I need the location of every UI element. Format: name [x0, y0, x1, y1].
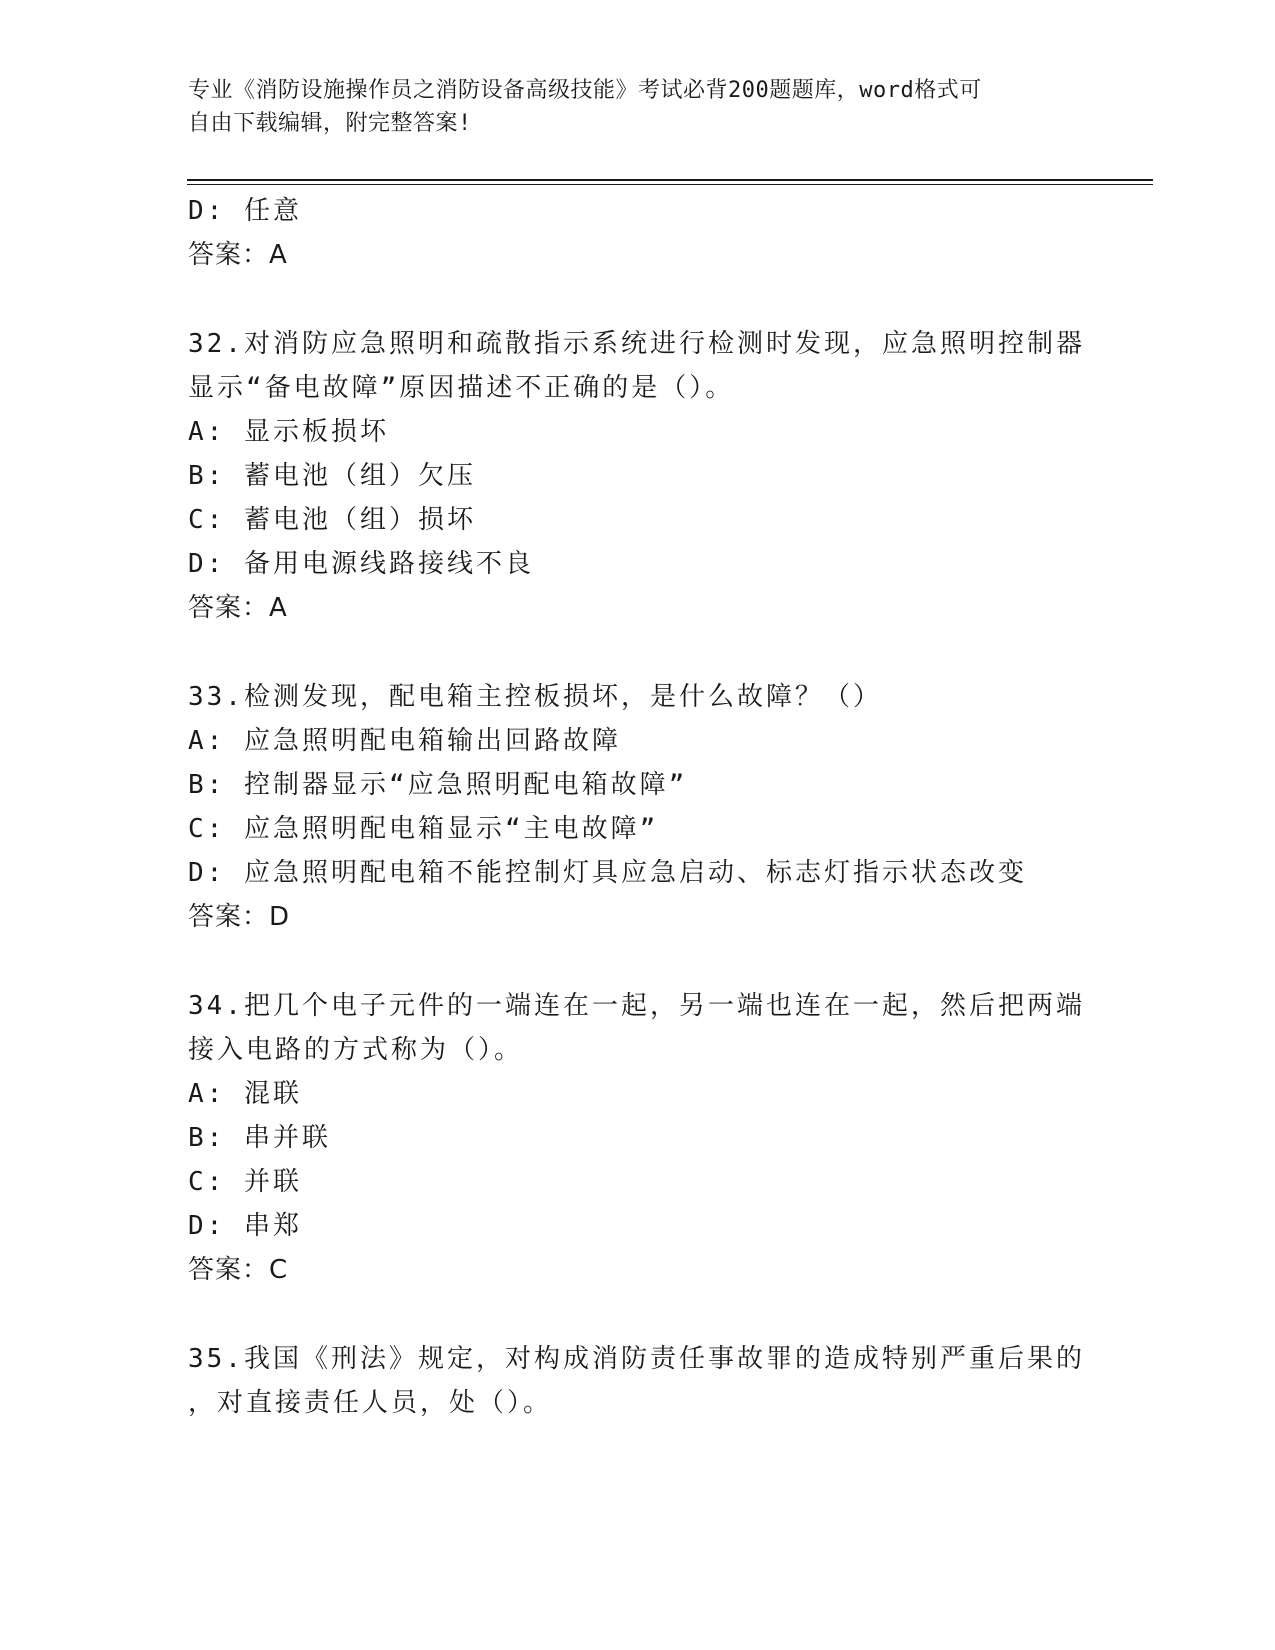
option-d: D: 任意 — [188, 196, 302, 226]
question-33-option-d: D: 应急照明配电箱不能控制灯具应急启动、标志灯指示状态改变 — [188, 858, 1027, 888]
question-33-option-b: B: 控制器显示“应急照明配电箱故障” — [188, 770, 688, 800]
question-34-option-c: C: 并联 — [188, 1167, 302, 1197]
question-33-answer: 答案：D — [188, 902, 291, 932]
header-divider — [187, 179, 1153, 181]
question-34-option-b: B: 串并联 — [188, 1123, 331, 1153]
question-32-option-a: A: 显示板损坏 — [188, 417, 389, 447]
question-34-stem: 34.把几个电子元件的一端连在一起，另一端也连在一起，然后把两端 — [188, 991, 1085, 1021]
answer: 答案：A — [188, 240, 288, 270]
question-35-stem-cont: ，对直接责任人员，处（）。 — [188, 1388, 553, 1418]
question-34-option-a: A: 混联 — [188, 1079, 302, 1109]
header-divider-thin — [187, 184, 1153, 185]
question-32-stem: 32.对消防应急照明和疏散指示系统进行检测时发现，应急照明控制器 — [188, 329, 1085, 359]
question-33-stem: 33.检测发现，配电箱主控板损坏，是什么故障？（） — [188, 682, 882, 712]
header-line-2: 自由下载编辑，附完整答案! — [188, 111, 472, 136]
question-33-option-c: C: 应急照明配电箱显示“主电故障” — [188, 814, 659, 844]
document-header — [188, 74, 1088, 140]
question-35-stem: 35.我国《刑法》规定，对构成消防责任事故罪的造成特别严重后果的 — [188, 1344, 1085, 1374]
question-34-stem-cont: 接入电路的方式称为（）。 — [188, 1035, 524, 1065]
question-34-answer: 答案：C — [188, 1255, 289, 1285]
question-32-answer: 答案：A — [188, 593, 288, 623]
question-34-option-d: D: 串郑 — [188, 1211, 302, 1241]
question-32-option-d: D: 备用电源线路接线不良 — [188, 549, 534, 579]
question-32-option-b: B: 蓄电池（组）欠压 — [188, 461, 476, 491]
question-32-stem-cont: 显示“备电故障”原因描述不正确的是（）。 — [188, 373, 735, 403]
header-line-1: 专业《消防设施操作员之消防设备高级技能》考试必背200题题库，word格式可 — [188, 78, 982, 103]
question-33-option-a: A: 应急照明配电箱输出回路故障 — [188, 726, 621, 756]
question-32-option-c: C: 蓄电池（组）损坏 — [188, 505, 476, 535]
